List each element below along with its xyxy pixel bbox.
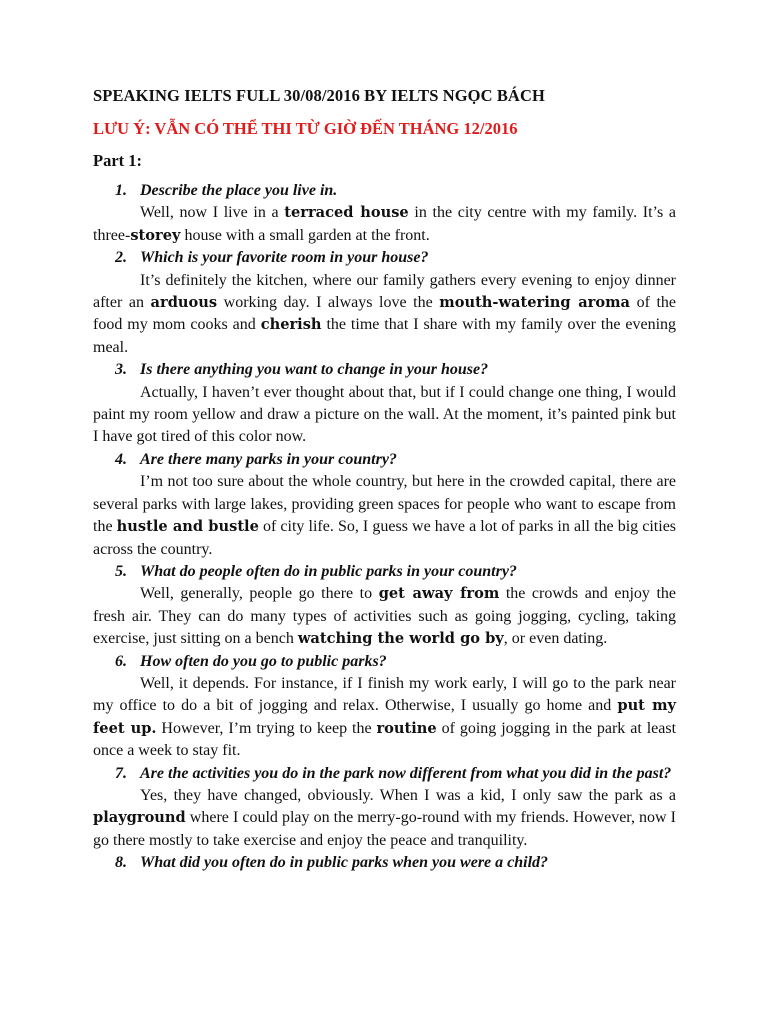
answer-text: where I could play on the merry-go-round with my friends. However, now I go there mostly to take exercise and enjoy the peace and tranquility. (93, 809, 676, 849)
answer-text: of city life. So, I guess we have a lot of parks in all the big cities across the country. (93, 518, 677, 558)
answer-paragraph (93, 382, 676, 449)
answer-keyword: playground (93, 809, 186, 827)
answer-paragraph (93, 583, 676, 650)
question-number: 7. (115, 764, 127, 782)
question-text: What do people often do in public parks in your country? (140, 562, 517, 580)
red-note: LƯU Ý: VẪN CÓ THỂ THI TỪ GIỜ ĐẾN THÁNG 12/2016 (93, 119, 518, 138)
answer-text: I’m not too sure about the whole country, but here in the crowded capital, there are several parks with large lakes, providing green spaces for people who want to escape from the (93, 473, 676, 536)
answer-keyword: cherish (260, 316, 322, 334)
answer-keyword: terraced house (284, 204, 409, 222)
question-text: Is there anything you want to change in your house? (140, 361, 489, 379)
question-number: 6. (115, 652, 127, 670)
answer-keyword: watching the world go by (297, 630, 504, 648)
question-item (93, 449, 676, 471)
question-number: 5. (115, 562, 127, 580)
answer-keyword: hustle and bustle (116, 518, 259, 536)
part-label: Part 1: (93, 151, 143, 170)
answer-text: of going jogging in the park at least once a week to stay fit. (93, 719, 677, 760)
answer-text: the time that I share with my family over the evening meal. (93, 316, 677, 356)
answer-paragraph (93, 202, 676, 247)
questions-list (93, 180, 676, 875)
answer-text: Well, it depends. For instance, if I finish my work early, I will go to the park near my office to do a bit of jogging and relax. Otherwise, I usually go home and (93, 674, 676, 715)
answer-text: working day. I always love the (217, 294, 440, 312)
answer-keyword: storey (130, 226, 181, 244)
answer-text: of the food my mom cooks and (93, 294, 677, 334)
answer-text: Actually, I haven’t ever thought about that, but if I could change one thing, I would paint my room yellow and draw a picture on the wall. At the moment, it’s painted pink but I have got tired of this color now. (93, 383, 676, 446)
answer-paragraph (93, 270, 676, 360)
answer-keyword: put my feet up. (93, 697, 676, 737)
answer-text: the crowds and enjoy the fresh air. They can do many types of activities such as going jogging, cycling, taking exercise, just sitting on a bench (93, 585, 676, 648)
question-number: 4. (115, 450, 127, 468)
answer-text: in the city centre with my family. It’s a three- (93, 204, 676, 244)
question-item (93, 247, 676, 269)
answer-paragraph (93, 471, 676, 561)
question-item (93, 359, 676, 381)
answer-text: However, I’m trying to keep the (156, 719, 377, 737)
answer-keyword: mouth-watering aroma (439, 294, 630, 312)
question-text: How often do you go to public parks? (140, 652, 387, 670)
answer-text: Yes, they have changed, obviously. When I was a kid, I only saw the park as a (140, 786, 676, 804)
question-item (93, 763, 676, 785)
answer-text: house with a small garden at the front. (180, 226, 430, 244)
answer-paragraph (93, 785, 676, 852)
question-number: 2. (115, 249, 127, 267)
answer-keyword: get away from (378, 585, 500, 603)
question-text: Are there many parks in your country? (140, 450, 397, 468)
question-text: What did you often do in public parks when you were a child? (140, 854, 549, 872)
answer-text: , or even dating. (503, 630, 608, 648)
answer-text: It’s definitely the kitchen, where our family gathers every evening to enjoy dinner after an (93, 271, 676, 312)
answer-paragraph (93, 673, 676, 763)
question-item (93, 651, 676, 673)
question-number: 8. (115, 854, 127, 872)
answer-keyword: arduous (150, 294, 218, 312)
answer-keyword: routine (376, 719, 437, 737)
question-text: Which is your favorite room in your house? (140, 249, 429, 267)
question-text: Describe the place you live in. (140, 182, 338, 199)
question-item (93, 180, 676, 202)
question-item (93, 852, 676, 874)
answer-text: Well, now I live in a (140, 204, 285, 222)
question-text: Are the activities you do in the park now different from what you did in the past? (140, 764, 672, 782)
question-number: 3. (115, 361, 127, 379)
answer-text: Well, generally, people go there to (140, 585, 379, 603)
document-title: SPEAKING IELTS FULL 30/08/2016 BY IELTS NGỌC BÁCH (93, 86, 545, 105)
question-number: 1. (115, 182, 127, 199)
question-item (93, 561, 676, 583)
